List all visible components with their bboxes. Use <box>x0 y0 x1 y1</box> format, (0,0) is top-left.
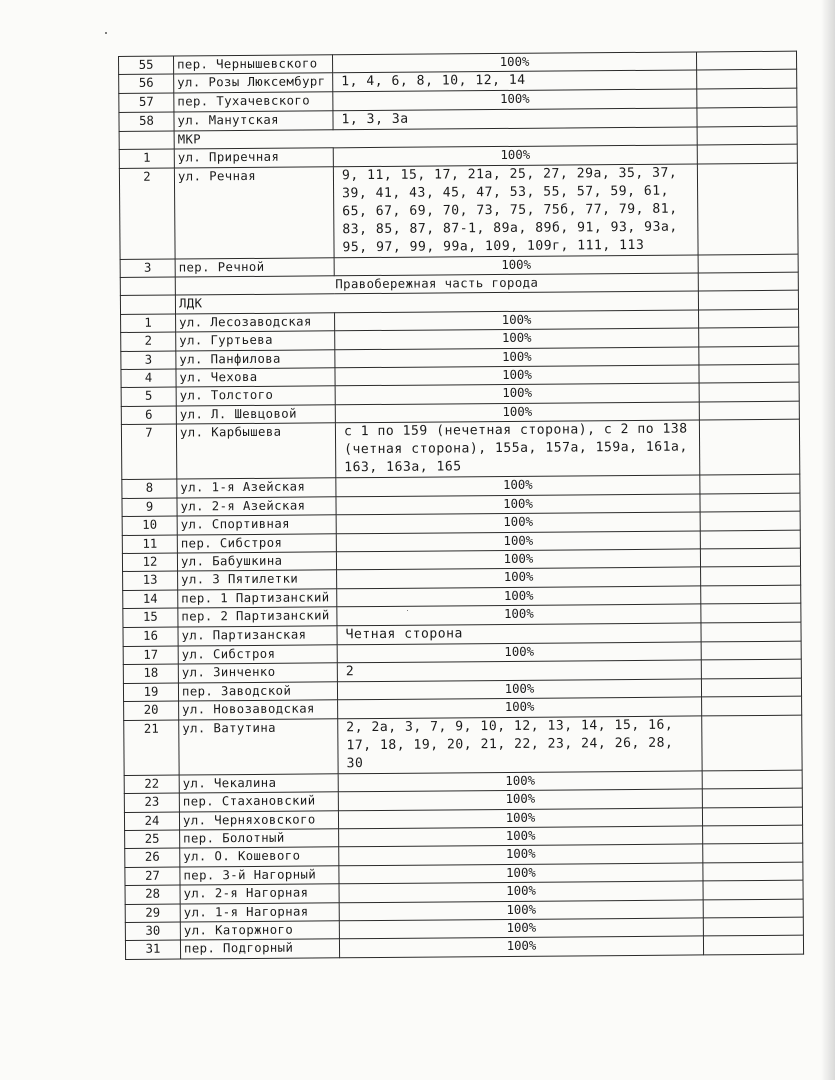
empty-cell <box>701 566 801 585</box>
house-numbers: 100% <box>335 365 699 386</box>
empty-cell <box>700 474 800 493</box>
street-name: пер. Чернышевского <box>174 55 333 75</box>
street-name: пер. Стахановский <box>179 792 338 812</box>
empty-cell <box>703 844 803 863</box>
street-name: ул. Панфилова <box>176 349 335 369</box>
row-number: 15 <box>123 608 178 627</box>
empty-cell <box>697 144 797 163</box>
row-number: 25 <box>125 830 180 849</box>
row-number: 17 <box>123 646 178 665</box>
row-number: 21 <box>124 720 179 775</box>
street-name: ул. Ватутина <box>179 719 338 775</box>
streets-table <box>118 51 804 960</box>
house-numbers: 100% <box>337 641 701 662</box>
house-numbers: 2 <box>337 660 701 682</box>
house-numbers: 2, 2а, 3, 7, 9, 10, 12, 13, 14, 15, 16, 17, 18, 19, 20, 21, 22, 23, 24, 26, 28, 30 <box>338 716 702 774</box>
streets-table-body <box>119 51 804 959</box>
scan-speck <box>105 32 107 34</box>
house-numbers: с 1 по 159 (нечетная сторона), с 2 по 138 (четная сторона), 155а, 157а, 159а, 161а, 163, 163а, 165 <box>335 420 699 478</box>
house-numbers: 1, 3, 3а <box>333 108 697 130</box>
empty-cell <box>700 548 800 567</box>
street-name: ул. Манутская <box>174 111 333 131</box>
row-number: 16 <box>123 627 178 646</box>
section-label: МКР <box>174 127 697 150</box>
house-numbers: Четная сторона <box>337 622 701 644</box>
house-numbers: 100% <box>332 52 696 73</box>
house-numbers: 100% <box>336 530 700 551</box>
house-numbers: 100% <box>339 936 703 957</box>
street-name: пер. 1 Партизанский <box>178 589 337 609</box>
house-numbers: 100% <box>339 918 703 939</box>
street-name: ул. 2-я Нагорная <box>180 884 339 904</box>
house-numbers: 100% <box>335 328 699 349</box>
row-number: 4 <box>121 369 176 388</box>
street-name: пер. Подгорный <box>180 939 339 959</box>
empty-cell <box>701 659 801 679</box>
house-numbers: 100% <box>338 807 702 828</box>
empty-cell <box>703 899 803 918</box>
street-name: ул. Л. Шевцовой <box>176 405 335 425</box>
row-number: 55 <box>119 56 174 75</box>
street-name: пер. Заводской <box>178 682 337 702</box>
house-numbers: 100% <box>337 586 701 607</box>
empty-cell <box>703 936 803 955</box>
empty-cell <box>702 788 802 807</box>
row-number: 26 <box>125 848 180 867</box>
house-numbers: 9, 11, 15, 17, 21а, 25, 27, 29а, 35, 37, 39, 41, 43, 45, 47, 53, 55, 57, 59, 61, 65, 67, 69, 70, 73, 75, 75б, 77, 79, 81, 83, 85, 87, 87-1, 89а, 89б, 91, 93, 93а, 95, 97, 99, 99а, 109, 109г, 111, 113 <box>333 164 698 258</box>
table-row <box>124 715 802 775</box>
empty-cell <box>703 825 803 844</box>
row-number: 11 <box>122 535 177 554</box>
row-number: 58 <box>119 112 174 131</box>
house-numbers: 100% <box>336 549 700 570</box>
street-name: ул. Лесозаводская <box>176 313 335 333</box>
row-number: 8 <box>122 479 177 498</box>
empty-cell <box>700 530 800 549</box>
empty-cell <box>699 309 799 328</box>
row-number: 57 <box>119 93 174 112</box>
row-number: 23 <box>124 793 179 812</box>
house-numbers: 100% <box>335 402 699 423</box>
empty-cell <box>698 254 798 273</box>
empty-cell <box>701 641 801 660</box>
street-name: ул. Чекалина <box>179 774 338 794</box>
empty-cell <box>699 346 799 365</box>
street-name: ул. Спортивная <box>177 515 336 535</box>
house-numbers: 100% <box>338 771 702 792</box>
house-numbers: 100% <box>339 900 703 921</box>
street-name: ул. Черняховского <box>179 810 338 830</box>
row-number: 7 <box>121 424 176 479</box>
empty-cell <box>697 107 797 127</box>
house-numbers: 100% <box>337 604 701 625</box>
empty-cell <box>119 131 174 150</box>
house-numbers: 100% <box>337 679 701 700</box>
empty-cell <box>699 401 799 420</box>
row-number: 1 <box>119 149 174 168</box>
empty-cell <box>703 880 803 899</box>
street-name: ул. Розы Люксембург <box>174 73 333 93</box>
row-number: 2 <box>119 168 175 259</box>
empty-cell <box>698 272 798 291</box>
row-number: 12 <box>122 553 177 572</box>
street-name: ул. Зинченко <box>178 663 337 683</box>
row-number: 19 <box>123 683 178 702</box>
house-numbers: 100% <box>339 881 703 902</box>
street-name: ул. 1-я Азейская <box>177 478 336 498</box>
empty-cell <box>702 770 802 789</box>
house-numbers: 100% <box>337 567 701 588</box>
empty-cell <box>697 126 797 145</box>
house-numbers: 100% <box>334 255 698 276</box>
house-numbers: 100% <box>339 826 703 847</box>
table-row <box>119 163 798 259</box>
empty-cell <box>701 678 801 697</box>
empty-cell <box>701 585 801 604</box>
street-name: ул. Гуртьева <box>176 331 335 351</box>
empty-cell <box>698 291 798 310</box>
street-name: пер. 3-й Нагорный <box>180 866 339 886</box>
empty-cell <box>702 807 802 826</box>
empty-cell <box>699 419 799 475</box>
street-name: пер. Речной <box>175 257 334 277</box>
house-numbers: 100% <box>336 475 700 496</box>
house-numbers: 100% <box>339 844 703 865</box>
street-name: ул. Толстого <box>176 386 335 406</box>
empty-cell <box>699 364 799 383</box>
street-name: ул. Сибстроя <box>178 644 337 664</box>
row-number: 56 <box>119 74 174 93</box>
street-name: ул. Новозаводская <box>179 700 338 720</box>
row-number: 2 <box>121 332 176 351</box>
section-heading: Правобережная часть города <box>175 273 698 296</box>
street-name: пер. Болотный <box>180 829 339 849</box>
row-number: 22 <box>124 775 179 794</box>
scan-shadow <box>821 0 835 1080</box>
row-number: 18 <box>123 664 178 683</box>
house-numbers: 100% <box>335 383 699 404</box>
empty-cell <box>699 383 799 402</box>
row-number: 9 <box>122 498 177 517</box>
house-numbers: 100% <box>339 863 703 884</box>
house-numbers: 100% <box>336 512 700 533</box>
empty-cell <box>697 163 798 255</box>
street-name: ул. Каторжного <box>180 921 339 941</box>
house-numbers: 100% <box>338 697 702 718</box>
street-name: пер. Тухачевского <box>174 92 333 112</box>
empty-cell <box>701 603 801 622</box>
row-number: 29 <box>125 904 180 923</box>
row-number: 24 <box>124 812 179 831</box>
house-numbers: 100% <box>336 494 700 515</box>
street-name: ул. О. Кошевого <box>180 847 339 867</box>
row-number: 14 <box>123 590 178 609</box>
street-name: ул. Карбышева <box>176 423 335 479</box>
row-number: 10 <box>122 516 177 535</box>
table-row <box>121 419 799 479</box>
empty-cell <box>701 622 801 642</box>
row-number: 28 <box>125 885 180 904</box>
street-name: ул. Бабушкина <box>177 552 336 572</box>
street-name: ул. Приречная <box>174 148 333 168</box>
street-name: пер. Сибстроя <box>177 533 336 553</box>
house-numbers: 1, 4, 6, 8, 10, 12, 14 <box>333 70 697 92</box>
house-numbers: 100% <box>335 347 699 368</box>
street-name: пер. 2 Партизанский <box>178 607 337 627</box>
empty-cell <box>703 862 803 881</box>
empty-cell <box>702 696 802 715</box>
house-numbers: 100% <box>338 789 702 810</box>
empty-cell <box>699 327 799 346</box>
row-number: 20 <box>124 701 179 720</box>
house-numbers: 100% <box>333 145 697 166</box>
row-number: 5 <box>121 388 176 407</box>
row-number: 1 <box>121 314 176 333</box>
street-name: ул. Чехова <box>176 368 335 388</box>
empty-cell <box>700 493 800 512</box>
empty-cell <box>703 917 803 936</box>
street-name: ул. Партизанская <box>178 625 337 645</box>
row-number: 31 <box>125 940 180 959</box>
empty-cell <box>697 70 797 90</box>
street-name: ул. 2-я Азейская <box>177 496 336 516</box>
empty-cell <box>697 89 797 108</box>
street-name: ул. 3 Пятилетки <box>178 570 337 590</box>
row-number: 3 <box>121 351 176 370</box>
section-label: ЛДК <box>175 291 698 314</box>
empty-cell <box>696 51 796 70</box>
row-number: 3 <box>120 259 175 278</box>
empty-cell <box>120 277 175 296</box>
empty-cell <box>120 295 175 314</box>
house-numbers: 100% <box>335 310 699 331</box>
empty-cell <box>700 511 800 530</box>
street-name: ул. Речная <box>174 166 334 258</box>
row-number: 30 <box>125 922 180 941</box>
row-number: 6 <box>121 406 176 425</box>
street-name: ул. 1-я Нагорная <box>180 902 339 922</box>
row-number: 27 <box>125 867 180 886</box>
empty-cell <box>702 715 802 771</box>
row-number: 13 <box>123 571 178 590</box>
house-numbers: 100% <box>333 89 697 110</box>
